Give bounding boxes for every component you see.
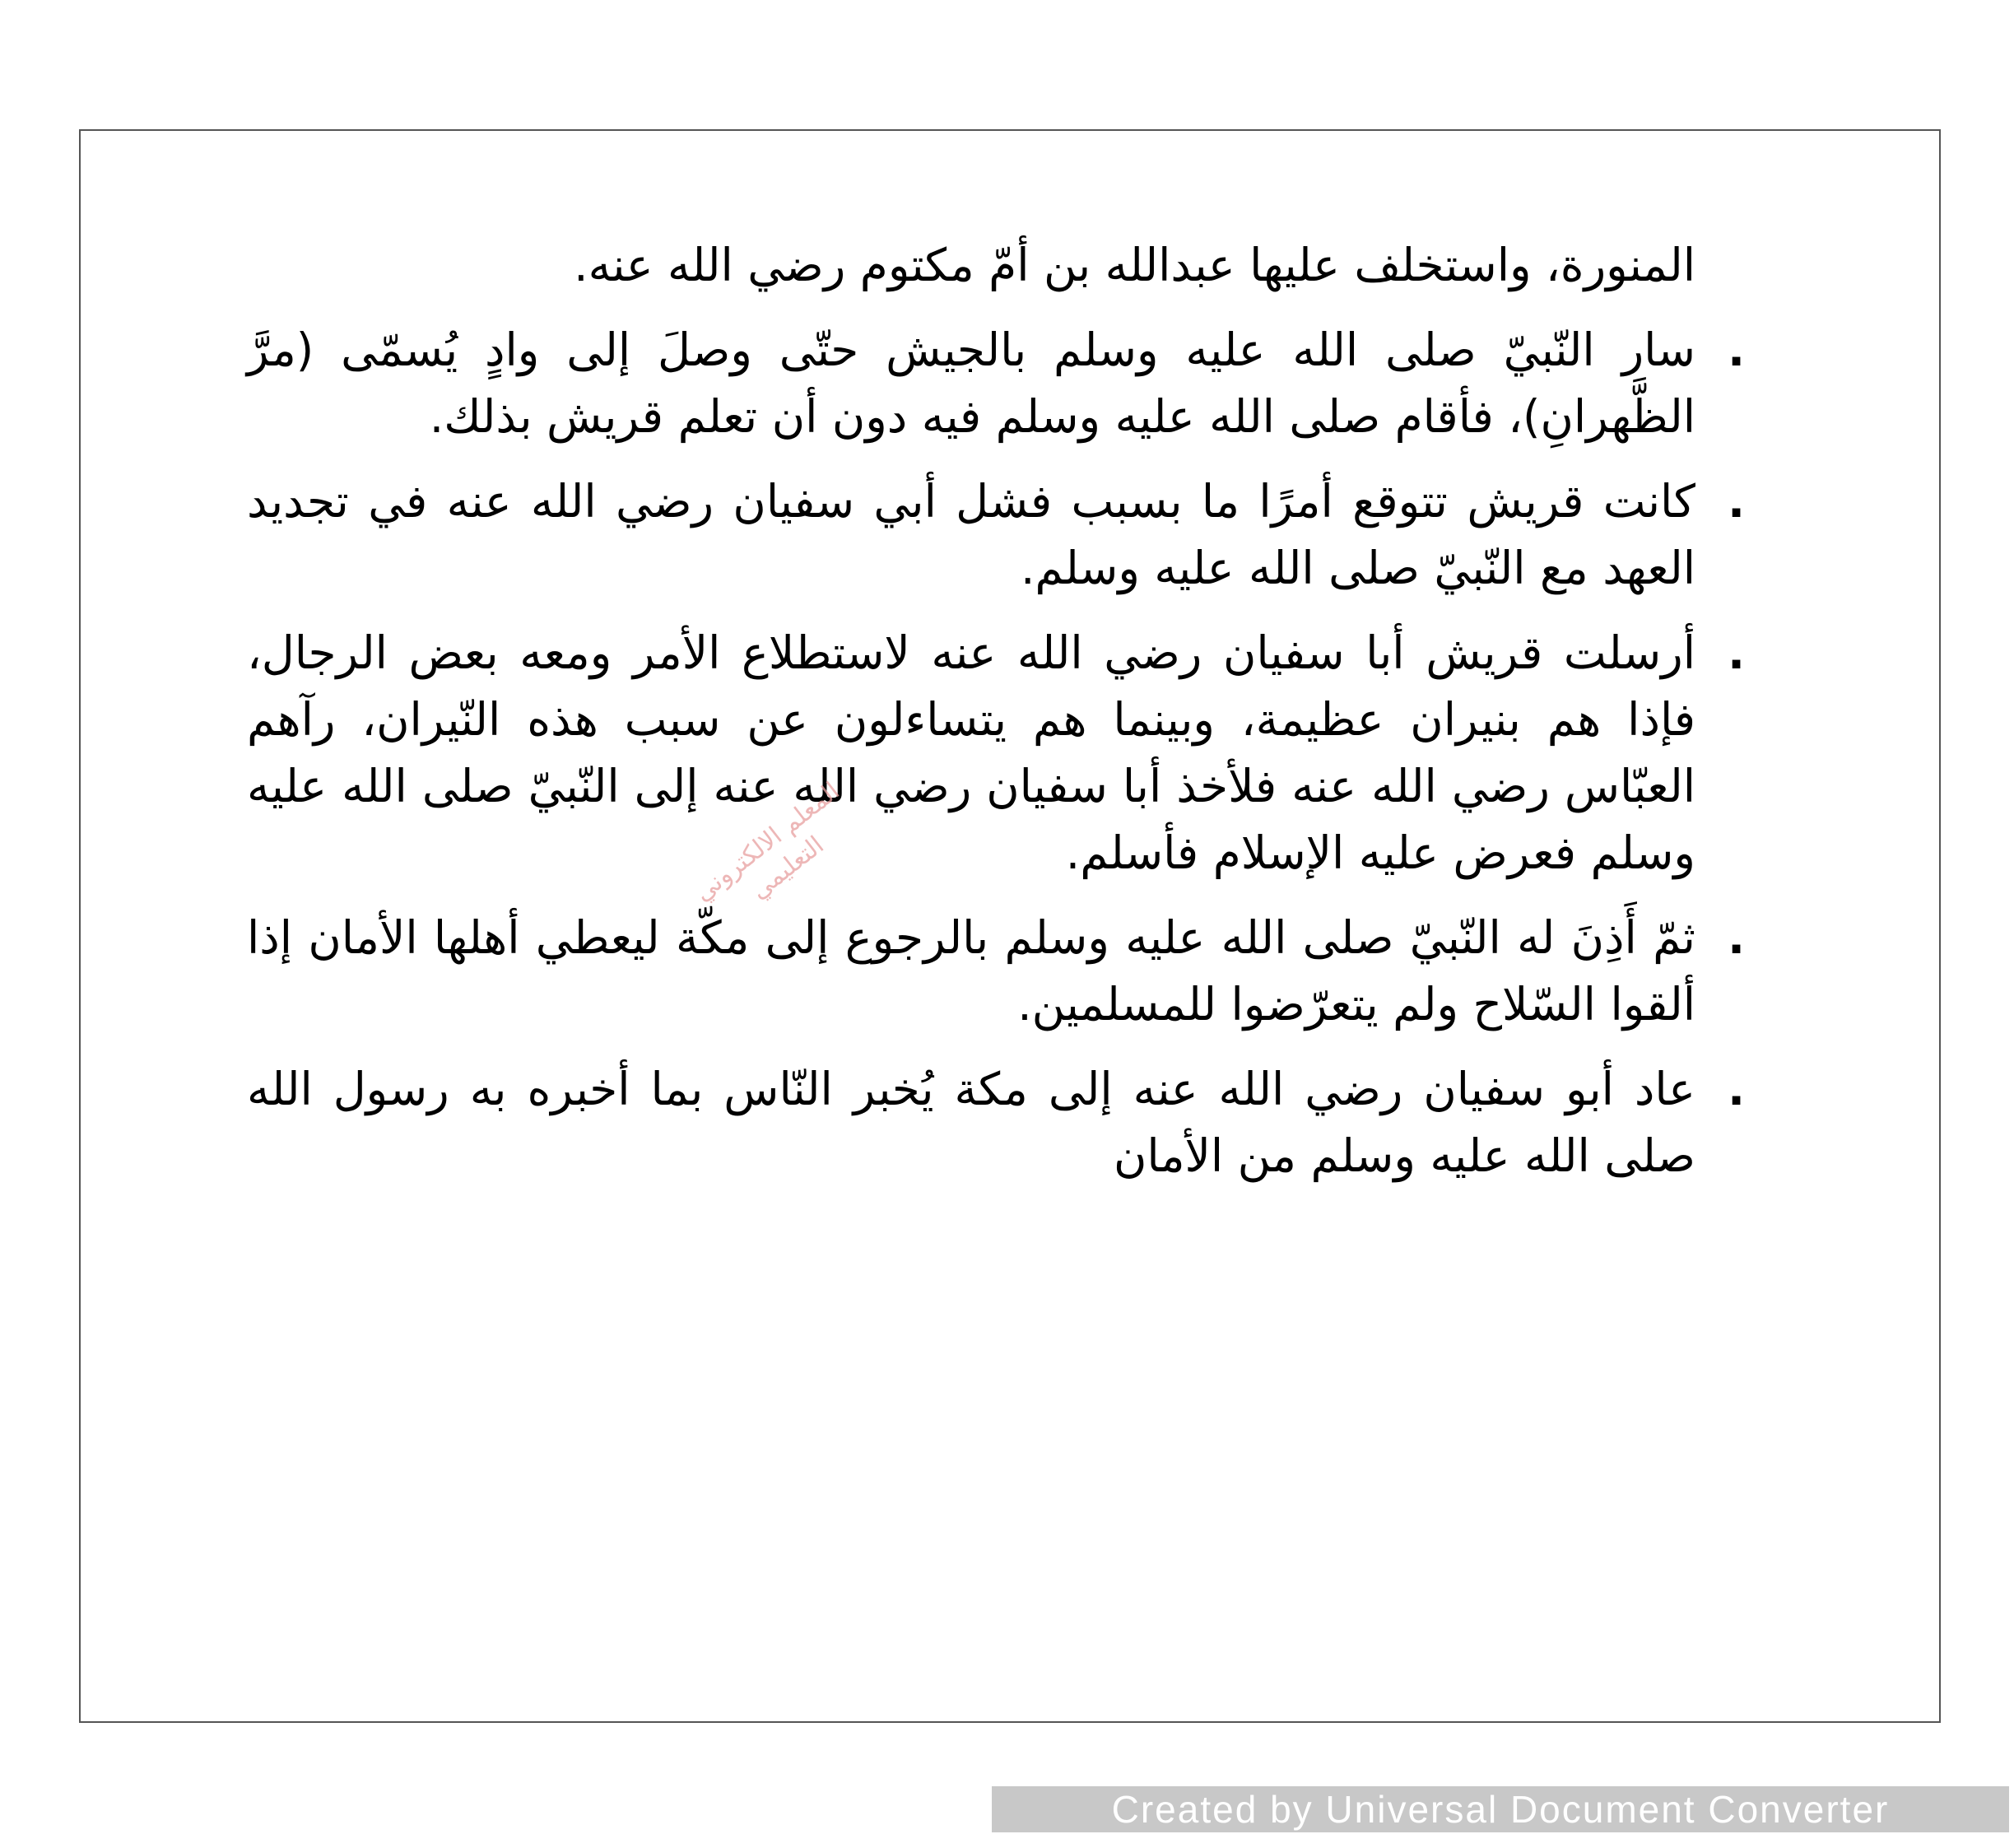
watermark-stamp: المعلم الالكتروني التعليمي [689,776,845,908]
bullet-marker: . [1728,475,1745,528]
list-item [247,317,1745,450]
list-item [247,468,1745,602]
bullet-marker: . [1728,324,1745,376]
document-body [247,232,1745,1208]
list-item-text: عاد أبو سفيان رضي الله عنه إلى مكة يُخبر النّاس بما أخبره به رسول الله صلى الله عليه وسلم من الأمان [247,1063,1695,1182]
list-item-text: كانت قريش تتوقع أمرًا ما بسبب فشل أبي سفيان رضي الله عنه في تجديد العهد مع النّبيّ صلى الله عليه وسلم. [247,475,1695,594]
converter-banner: Created by Universal Document Converter [992,1786,2009,1832]
list-item [247,905,1745,1038]
bullet-marker: . [1728,626,1745,679]
list-item [247,1056,1745,1189]
list-item-text: ثمّ أَذِنَ له النّبيّ صلى الله عليه وسلم بالرجوع إلى مكّة ليعطي أهلها الأمان إذا ألقوا السّلاح ولم يتعرّضوا للمسلمين. [247,911,1695,1031]
list-item [247,620,1745,887]
list-item-text: أرسلت قريش أبا سفيان رضي الله عنه لاستطلاع الأمر ومعه بعض الرجال، فإذا هم بنيران عظيمة، وبينما هم يتساءلون عن سبب هذه النّيران، رآهم العبّاس رضي الله عنه فلأخذ أبا سفيان رضي الله عنه إلى النّبيّ صلى الله عليه وسلم فعرض عليه الإسلام فأسلم. [247,626,1695,879]
bullet-marker: . [1728,911,1745,964]
bullet-marker: . [1728,1063,1745,1115]
list-item-text: سار النّبيّ صلى الله عليه وسلم بالجيش حتّى وصلَ إلى وادٍ يُسمّى (مرَّ الظَّهرانِ)، فأقام صلى الله عليه وسلم فيه دون أن تعلم قريش بذلك. [247,324,1695,443]
intro-paragraph: المنورة، واستخلف عليها عبدالله بن أمّ مكتوم رضي الله عنه. [574,239,1695,291]
